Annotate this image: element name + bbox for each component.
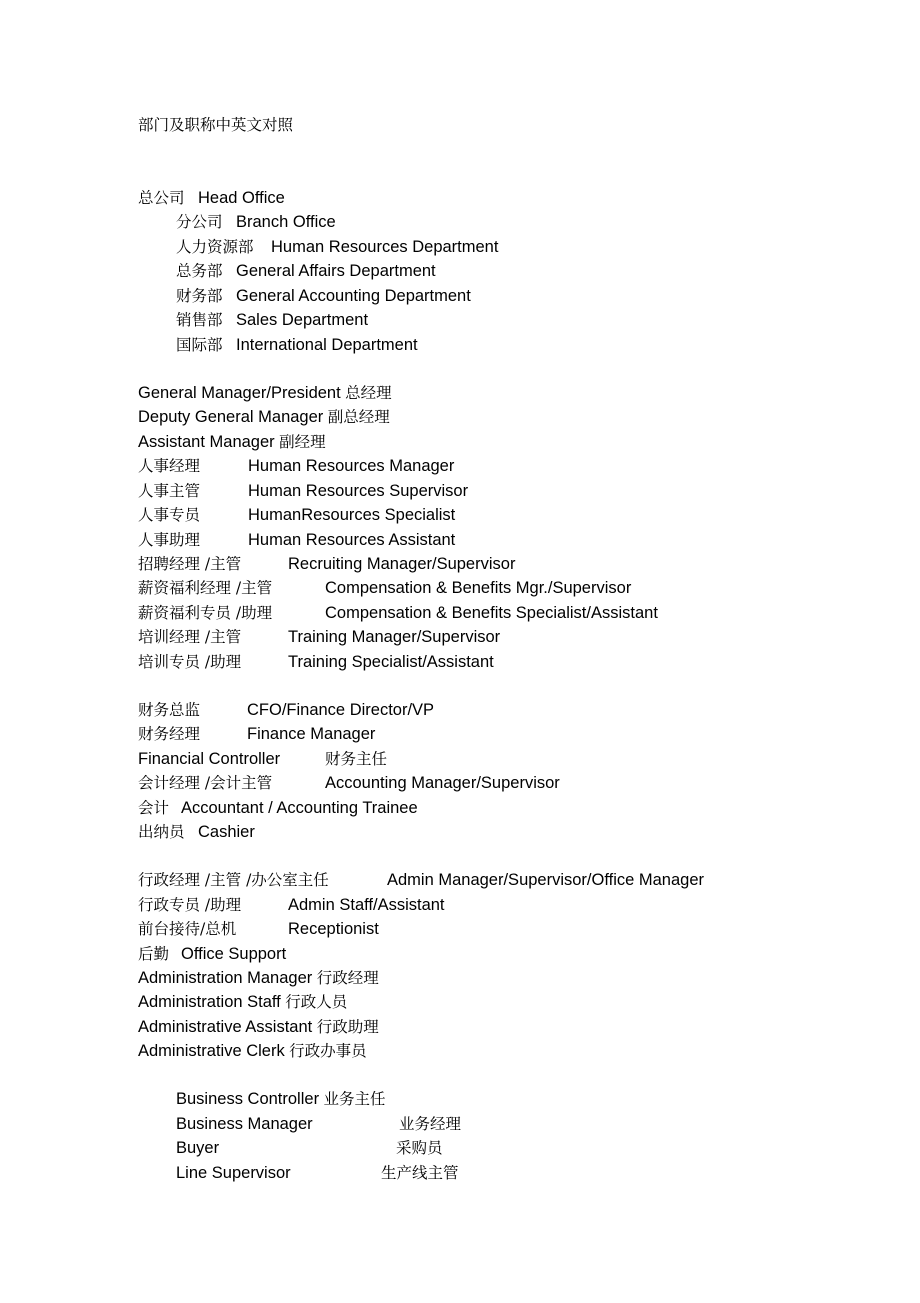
page-title-text: 部门及职称中英文对照 xyxy=(138,116,294,134)
title-zh: 生产线主管 xyxy=(381,1164,459,1182)
title-en: Financial Controller xyxy=(138,750,281,768)
title-row xyxy=(138,992,347,1012)
title-en: Office Support xyxy=(181,945,287,963)
title-zh: 总经理 xyxy=(345,384,392,402)
title-en: General Manager/President xyxy=(138,384,341,402)
title-zh: 会计 xyxy=(138,799,170,817)
dept-zh: 国际部 xyxy=(176,336,223,354)
dept-zh: 总务部 xyxy=(176,262,223,280)
dept-zh: 财务部 xyxy=(176,287,223,305)
dept-en: Branch Office xyxy=(236,213,336,231)
title-en: Admin Staff/Assistant xyxy=(288,896,445,914)
dept-zh: 总公司 xyxy=(138,189,185,207)
dept-en: Head Office xyxy=(198,189,285,207)
dept-en: Sales Department xyxy=(236,311,369,329)
title-zh: 行政办事员 xyxy=(289,1042,367,1060)
title-en: Administrative Assistant xyxy=(138,1018,313,1036)
title-en: Cashier xyxy=(198,823,255,841)
title-zh: 财务总监 xyxy=(138,701,201,719)
title-zh: 行政经理 xyxy=(316,969,379,987)
dept-en: International Department xyxy=(236,336,418,354)
title-row xyxy=(138,407,390,427)
title-en: Business Manager xyxy=(176,1115,313,1133)
title-zh: 薪资福利专员 /助理 xyxy=(138,604,273,622)
title-en: Assistant Manager xyxy=(138,433,275,451)
title-en: Training Specialist/Assistant xyxy=(288,653,494,671)
title-zh: 财务主任 xyxy=(325,750,388,768)
title-zh: 业务经理 xyxy=(399,1115,462,1133)
dept-zh: 销售部 xyxy=(176,311,223,329)
title-row xyxy=(176,1089,386,1109)
title-en: Finance Manager xyxy=(247,725,376,743)
title-en: Administrative Clerk xyxy=(138,1042,285,1060)
title-en: Administration Manager xyxy=(138,969,313,987)
title-zh: 招聘经理 /主管 xyxy=(138,555,242,573)
title-zh: 行政专员 /助理 xyxy=(138,896,242,914)
dept-zh: 分公司 xyxy=(176,213,223,231)
title-row xyxy=(138,432,326,452)
title-zh: 财务经理 xyxy=(138,725,201,743)
title-en: Buyer xyxy=(176,1139,220,1157)
title-zh: 人事主管 xyxy=(138,482,201,500)
title-en: Admin Manager/Supervisor/Office Manager xyxy=(387,871,705,889)
title-en: Business Controller xyxy=(176,1090,320,1108)
title-en: CFO/Finance Director/VP xyxy=(247,701,435,719)
title-en: Accountant / Accounting Trainee xyxy=(181,799,418,817)
title-zh: 培训专员 /助理 xyxy=(138,653,242,671)
title-en: Compensation & Benefits Specialist/Assistant xyxy=(325,604,658,622)
title-en: Compensation & Benefits Mgr./Supervisor xyxy=(325,579,632,597)
title-zh: 前台接待/总机 xyxy=(138,920,237,938)
dept-en: General Accounting Department xyxy=(236,287,471,305)
title-en: Human Resources Assistant xyxy=(248,531,456,549)
title-en: Deputy General Manager xyxy=(138,408,324,426)
title-en: Training Manager/Supervisor xyxy=(288,628,501,646)
title-zh: 人事专员 xyxy=(138,506,201,524)
title-en: Accounting Manager/Supervisor xyxy=(325,774,560,792)
title-zh: 会计经理 /会计主管 xyxy=(138,774,273,792)
title-en: Human Resources Supervisor xyxy=(248,482,469,500)
title-row xyxy=(138,968,379,988)
title-en: Administration Staff xyxy=(138,993,281,1011)
title-en: Recruiting Manager/Supervisor xyxy=(288,555,516,573)
title-zh: 薪资福利经理 /主管 xyxy=(138,579,273,597)
title-zh: 采购员 xyxy=(396,1139,443,1157)
title-en: Human Resources Manager xyxy=(248,457,455,475)
dept-zh: 人力资源部 xyxy=(176,238,254,256)
title-zh: 人事经理 xyxy=(138,457,201,475)
dept-en: Human Resources Department xyxy=(271,238,499,256)
title-en: HumanResources Specialist xyxy=(248,506,456,524)
dept-en: General Affairs Department xyxy=(236,262,436,280)
title-row xyxy=(138,1041,367,1061)
title-zh: 行政经理 /主管 /办公室主任 xyxy=(138,871,329,889)
page-title xyxy=(138,115,293,135)
title-zh: 副经理 xyxy=(279,433,326,451)
title-row xyxy=(138,1017,379,1037)
title-zh: 出纳员 xyxy=(138,823,185,841)
title-zh: 人事助理 xyxy=(138,531,201,549)
title-zh: 后勤 xyxy=(138,945,170,963)
title-zh: 副总经理 xyxy=(327,408,390,426)
title-zh: 行政助理 xyxy=(316,1018,379,1036)
title-zh: 培训经理 /主管 xyxy=(138,628,242,646)
title-en: Receptionist xyxy=(288,920,379,938)
title-zh: 行政人员 xyxy=(285,993,348,1011)
title-en: Line Supervisor xyxy=(176,1164,291,1182)
title-zh: 业务主任 xyxy=(323,1090,386,1108)
title-row xyxy=(138,383,392,403)
